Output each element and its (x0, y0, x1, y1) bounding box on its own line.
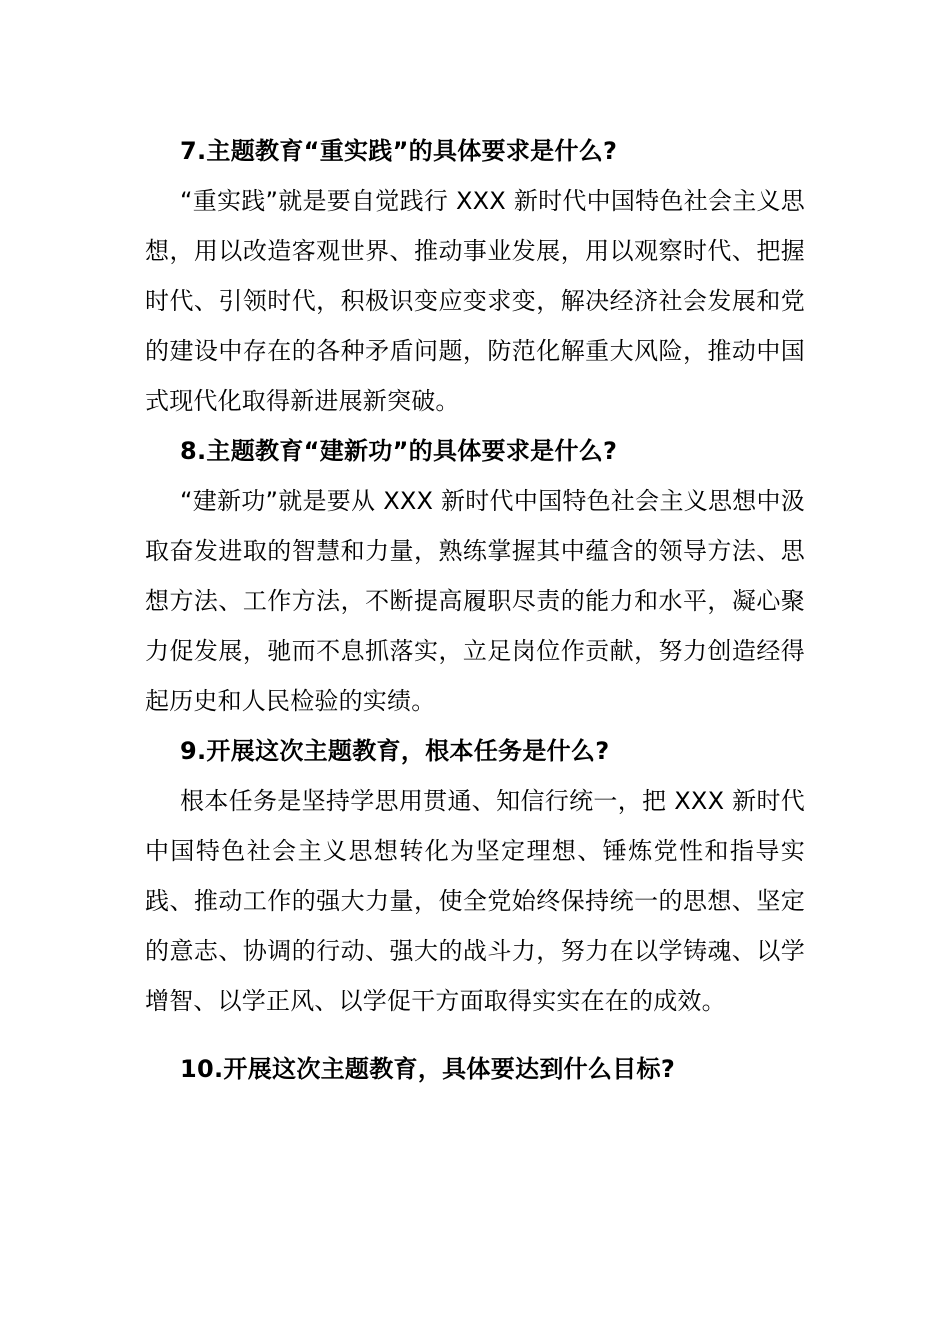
section-heading-7: 7.主题教育“重实践”的具体要求是什么? (180, 137, 618, 165)
section-heading-10: 10.开展这次主题教育，具体要达到什么目标? (180, 1055, 676, 1083)
spacer (145, 1026, 805, 1044)
section-body-8: “建新功”就是要从 XXX 新时代中国特色社会主义思想中汲取奋发进取的智慧和力量，熟练掌握其中蕴含的领导方法、思想方法、工作方法，不断提高履职尽责的能力和水平，凝心聚力促发展，驰而不息抓落实，立足岗位作贡献，努力创造经得起历史和人民检验的实绩。 (145, 487, 805, 715)
document-content (145, 126, 805, 1094)
section-heading-9: 9.开展这次主题教育，根本任务是什么? (180, 737, 610, 765)
section-body-9: 根本任务是坚持学思用贯通、知信行统一，把 XXX 新时代中国特色社会主义思想转化为坚定理想、锤炼党性和指导实践、推动工作的强大力量，使全党始终保持统一的思想、坚定的意志、协调的行动、强大的战斗力，努力在以学铸魂、以学增智、以学正风、以学促干方面取得实实在在的成效。 (145, 787, 805, 1015)
section-heading-8: 8.主题教育“建新功”的具体要求是什么? (180, 437, 618, 465)
section-body-7: “重实践”就是要自觉践行 XXX 新时代中国特色社会主义思想，用以改造客观世界、推动事业发展，用以观察时代、把握时代、引领时代，积极识变应变求变，解决经济社会发展和党的建设中存在的各种矛盾问题，防范化解重大风险，推动中国式现代化取得新进展新突破。 (145, 187, 805, 415)
